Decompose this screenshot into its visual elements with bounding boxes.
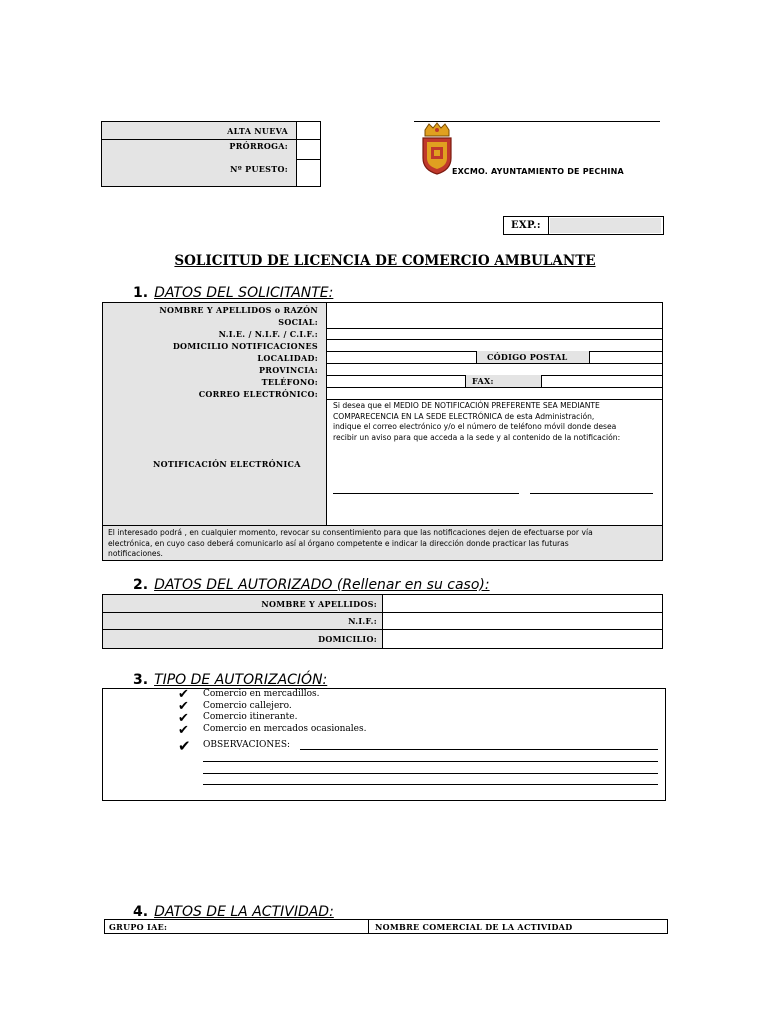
social-label: SOCIAL: bbox=[278, 317, 318, 327]
prorroga-checkbox[interactable] bbox=[298, 141, 319, 158]
section-3-title: TIPO DE AUTORIZACIÓN: bbox=[154, 672, 328, 688]
observaciones-line-4[interactable] bbox=[203, 784, 658, 785]
section-4-heading bbox=[133, 904, 334, 920]
authorization-type-box bbox=[102, 688, 666, 801]
exp-label: EXP.: bbox=[511, 220, 541, 231]
fax-label: FAX: bbox=[472, 376, 494, 386]
option-mercadillos: Comercio en mercadillos. bbox=[203, 689, 320, 699]
notificacion-instructions bbox=[333, 401, 661, 443]
codigo-postal-cell bbox=[476, 351, 590, 363]
notificacion-line-3: indique el correo electrónico y/o el número de teléfono móvil donde desea bbox=[333, 422, 617, 431]
notificacion-line-4: recibir un aviso para que acceda a la sede y al contenido de la notificación: bbox=[333, 432, 621, 442]
section-1-title: DATOS DEL SOLICITANTE: bbox=[154, 285, 334, 301]
section-1-number: 1. bbox=[133, 285, 149, 301]
section-3-heading bbox=[133, 672, 327, 688]
domicilio-field[interactable] bbox=[328, 340, 662, 350]
provincia-label: PROVINCIA: bbox=[258, 365, 318, 375]
notificacion-line-1: Si desea que el MEDIO DE NOTIFICACIÓN PREFERENTE SEA MEDIANTE bbox=[333, 401, 600, 410]
notificacion-line-2: COMPARECENCIA EN LA SEDE ELECTRÓNICA de esta Administración, bbox=[333, 411, 595, 421]
check-icon[interactable]: ✔ bbox=[178, 711, 189, 726]
activity-table bbox=[104, 919, 668, 934]
authorized-table bbox=[102, 594, 663, 649]
section-1-heading bbox=[133, 285, 333, 301]
nombre-razon-field[interactable] bbox=[328, 304, 662, 327]
registration-type-box bbox=[101, 121, 321, 187]
autorizado-nif-label: N.I.F.: bbox=[348, 616, 377, 626]
observaciones-line-3[interactable] bbox=[203, 773, 658, 774]
localidad-field[interactable] bbox=[328, 352, 475, 362]
correo-field[interactable] bbox=[328, 388, 662, 398]
domicilio-label: DOMICILIO NOTIFICACIONES bbox=[172, 341, 318, 351]
nombre-comercial-label: NOMBRE COMERCIAL DE LA ACTIVIDAD bbox=[375, 922, 573, 932]
telefono-field[interactable] bbox=[328, 376, 463, 386]
exp-field[interactable] bbox=[550, 218, 661, 233]
revocation-notice bbox=[103, 526, 662, 560]
autorizado-domicilio-label: DOMICILIO: bbox=[318, 634, 377, 644]
aviso-line-1: El interesado podrá , en cualquier momento, revocar su consentimiento para que las notificaciones dejen de efectuarse por vía bbox=[108, 528, 593, 537]
exp-box bbox=[503, 216, 664, 235]
autorizado-nif-field[interactable] bbox=[384, 613, 661, 628]
provincia-field[interactable] bbox=[328, 364, 662, 374]
observaciones-line-1[interactable] bbox=[300, 749, 658, 750]
section-2-heading bbox=[133, 577, 490, 593]
section-3-number: 3. bbox=[133, 672, 149, 688]
notificacion-email-line[interactable] bbox=[333, 493, 519, 494]
notificacion-electronica-label: NOTIFICACIÓN ELECTRÓNICA bbox=[153, 459, 301, 469]
alta-checkbox[interactable] bbox=[298, 123, 319, 138]
check-icon[interactable]: ✔ bbox=[178, 723, 189, 738]
option-itinerante: Comercio itinerante. bbox=[203, 712, 298, 722]
correo-label: CORREO ELECTRÓNICO: bbox=[198, 389, 318, 399]
section-2-number: 2. bbox=[133, 577, 149, 593]
puesto-label: Nº PUESTO: bbox=[230, 164, 288, 174]
check-icon[interactable]: ✔ bbox=[178, 737, 191, 755]
check-icon[interactable]: ✔ bbox=[178, 699, 189, 714]
applicant-table bbox=[102, 302, 663, 561]
observaciones-line-2[interactable] bbox=[203, 761, 658, 762]
autorizado-nombre-label: NOMBRE Y APELLIDOS: bbox=[261, 599, 377, 609]
option-ocasionales: Comercio en mercados ocasionales. bbox=[203, 724, 367, 734]
grupo-iae-label: GRUPO IAE: bbox=[109, 922, 168, 932]
check-icon[interactable]: ✔ bbox=[178, 687, 189, 702]
coat-of-arms-icon bbox=[419, 122, 455, 176]
section-4-number: 4. bbox=[133, 904, 149, 920]
nie-label: N.I.E. / N.I.F. / C.I.F.: bbox=[218, 329, 318, 339]
aviso-line-3: notificaciones. bbox=[108, 549, 163, 558]
page-title: SOLICITUD DE LICENCIA DE COMERCIO AMBULANTE bbox=[174, 253, 596, 269]
section-2-title: DATOS DEL AUTORIZADO (Rellenar en su caso): bbox=[154, 577, 490, 593]
ayuntamiento-name: EXCMO. AYUNTAMIENTO DE PECHINA bbox=[452, 167, 624, 176]
option-observaciones: OBSERVACIONES: bbox=[203, 740, 291, 750]
autorizado-domicilio-field[interactable] bbox=[384, 630, 661, 647]
alta-nueva-label: ALTA NUEVA bbox=[227, 126, 288, 136]
codigo-postal-field[interactable] bbox=[591, 352, 661, 362]
nie-field[interactable] bbox=[328, 329, 662, 339]
localidad-label: LOCALIDAD: bbox=[257, 353, 318, 363]
fax-cell bbox=[465, 375, 542, 387]
aviso-line-2: electrónica, en cuyo caso deberá comunicarlo así al órgano competente e indicar la dirección donde practicar las futuras bbox=[108, 538, 569, 548]
prorroga-label: PRÓRROGA: bbox=[229, 141, 288, 151]
puesto-field[interactable] bbox=[298, 161, 319, 185]
fax-field[interactable] bbox=[543, 376, 661, 386]
autorizado-nombre-field[interactable] bbox=[384, 596, 661, 611]
notificacion-phone-line[interactable] bbox=[530, 493, 653, 494]
codigo-postal-label: CÓDIGO POSTAL bbox=[487, 352, 568, 362]
telefono-label: TELÉFONO: bbox=[261, 377, 318, 387]
section-4-title: DATOS DE LA ACTIVIDAD: bbox=[154, 904, 334, 920]
nombre-razon-label: NOMBRE Y APELLIDOS o RAZÓN bbox=[159, 305, 318, 315]
option-callejero: Comercio callejero. bbox=[203, 701, 292, 711]
